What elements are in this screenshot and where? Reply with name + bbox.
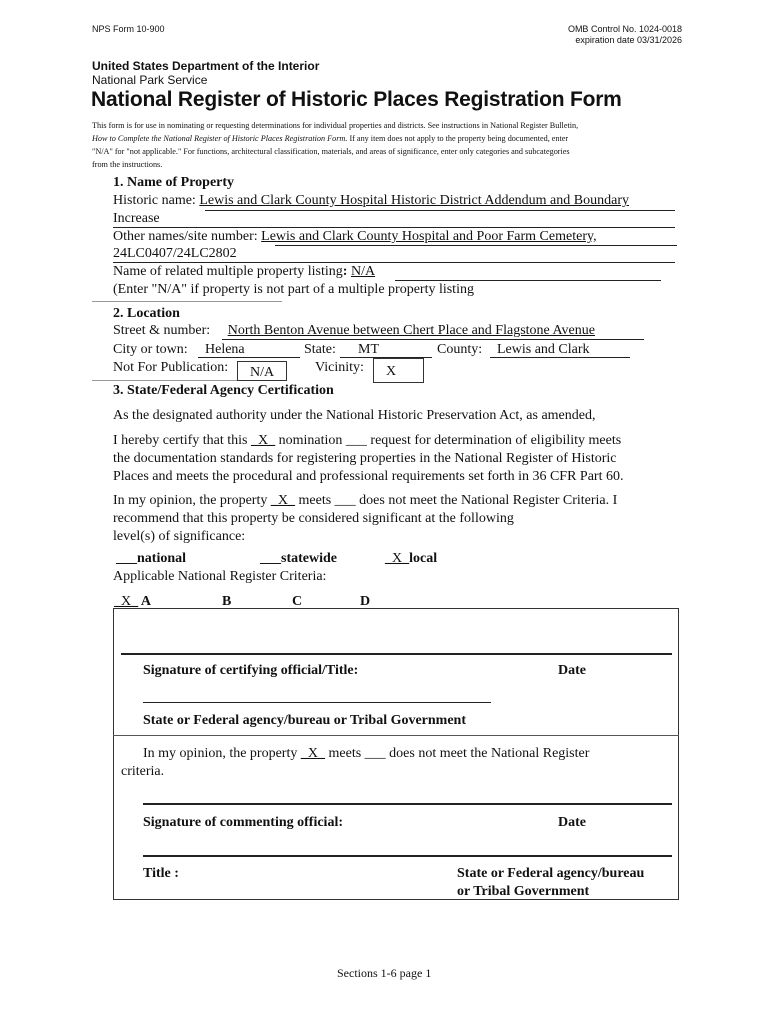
opinion-line-3: level(s) of significance: — [113, 529, 246, 544]
omb-control-number: OMB Control No. 1024-0018 — [567, 24, 682, 34]
other-names-continued[interactable]: 24LC0407/24LC2802 — [113, 246, 237, 261]
opinion-paragraph — [113, 492, 617, 546]
street-label: Street & number: — [113, 323, 214, 338]
opinion-line-1: In my opinion, the property _X_ meets ___ does not meet the National Register Criteria. I — [113, 493, 618, 508]
section-divider — [92, 301, 282, 302]
multiple-property-value[interactable]: N/A — [350, 264, 376, 279]
commenting-signature-line[interactable] — [143, 803, 672, 805]
agency-bureau-line-1: State or Federal agency/bureau — [457, 866, 645, 881]
intro-line-1: This form is for use in nominating or requesting determinations for individual properties and districts. See instructions in National Register Bulletin, — [92, 121, 579, 130]
street-value[interactable]: North Benton Avenue between Chert Place and Flagstone Avenue — [227, 323, 595, 338]
city-value[interactable]: Helena — [205, 342, 245, 357]
other-names-value[interactable]: Lewis and Clark County Hospital and Poor Farm Cemetery, — [261, 229, 597, 244]
opinion-line-2: recommend that this property be considered significant at the following — [113, 511, 514, 526]
meets-checkbox[interactable]: _X_ — [270, 493, 295, 508]
commenting-signature-label: Signature of commenting official: — [143, 815, 343, 830]
city-label: City or town: — [113, 342, 188, 357]
comment-opinion-line-1: In my opinion, the property _X_ meets ___ does not meet the National Register — [143, 746, 590, 761]
intro-line-3: "N/A" for "not applicable." For functions, architectural classification, materials, and areas of significance, enter only categories and subcategories — [92, 147, 570, 156]
title-signature-line[interactable] — [143, 855, 672, 857]
not-for-publication-label: Not For Publication: — [113, 360, 229, 375]
multiple-property-row: Name of related multiple property listing: N/A — [113, 264, 376, 279]
criterion-c[interactable]: C — [292, 594, 303, 609]
other-names-row — [113, 229, 597, 245]
section-2-heading: 2. Location — [113, 306, 180, 321]
county-label: County: — [437, 342, 483, 357]
certify-line-3: Places and meets the procedural and professional requirements set forth in 36 CFR Part 60. — [113, 469, 624, 484]
historic-name-continued[interactable]: Increase — [113, 211, 160, 226]
historic-name-value[interactable]: Lewis and Clark County Hospital Historic District Addendum and Boundary — [199, 193, 629, 208]
county-value[interactable]: Lewis and Clark — [497, 342, 590, 357]
agency-label: State or Federal agency/bureau or Tribal Government — [143, 713, 467, 728]
section-1-heading: 1. Name of Property — [113, 175, 235, 190]
agency-signature-line[interactable] — [143, 702, 491, 703]
comment-opinion-line-2: criteria. — [121, 764, 165, 779]
box-divider — [113, 735, 679, 736]
page-footer: Sections 1-6 page 1 — [337, 966, 432, 980]
bulletin-title: How to Complete the National Register of Historic Places Registration Form. — [92, 134, 348, 143]
multiple-property-label: Name of related multiple property listing — [113, 264, 343, 279]
comment-meets-checkbox[interactable]: _X_ — [300, 746, 325, 761]
title-label: Title : — [143, 866, 179, 881]
service-name: National Park Service — [92, 73, 208, 87]
section-divider — [92, 380, 237, 381]
agency-bureau-line-2: or Tribal Government — [457, 884, 590, 899]
authority-statement: As the designated authority under the National Historic Preservation Act, as amended, — [113, 408, 596, 423]
criteria-label: Applicable National Register Criteria: — [113, 569, 327, 584]
nomination-checkbox[interactable]: _X_ — [251, 433, 276, 448]
historic-name-row — [113, 193, 629, 209]
criterion-b[interactable]: B — [222, 594, 232, 609]
state-value[interactable]: MT — [358, 342, 379, 357]
street-row — [113, 323, 595, 339]
level-national[interactable]: ___national — [116, 551, 187, 566]
criterion-d[interactable]: D — [360, 594, 371, 609]
certification-paragraph — [113, 432, 624, 486]
comment-opinion-paragraph — [121, 745, 589, 781]
department-name: United States Department of the Interior — [92, 59, 320, 73]
level-local[interactable]: _X_local — [385, 551, 438, 566]
level-statewide[interactable]: ___statewide — [260, 551, 337, 566]
certifying-signature-label: Signature of certifying official/Title: — [143, 663, 359, 678]
expiration-date: expiration date 03/31/2026 — [575, 35, 682, 45]
criterion-a[interactable]: _X_ A — [114, 594, 151, 609]
form-number: NPS Form 10-900 — [92, 24, 165, 34]
multiple-property-note: (Enter "N/A" if property is not part of a multiple property listing — [113, 282, 474, 297]
certify-line-2: the documentation standards for registering properties in the National Register of Historic — [113, 451, 617, 466]
historic-name-label: Historic name: — [113, 193, 200, 208]
page-title: National Register of Historic Places Registration Form — [91, 88, 622, 111]
other-names-label: Other names/site number: — [113, 229, 262, 244]
not-for-publication-field[interactable]: N/A — [237, 361, 287, 381]
vicinity-field[interactable]: X — [373, 358, 424, 383]
intro-line-2: How to Complete the National Register of Historic Places Registration Form. If any item does not apply to the property being documented, enter — [92, 134, 569, 143]
section-3-heading: 3. State/Federal Agency Certification — [113, 383, 334, 398]
commenting-date-label: Date — [558, 815, 586, 830]
certifying-signature-line[interactable] — [121, 653, 672, 655]
vicinity-label: Vicinity: — [315, 360, 364, 375]
state-label: State: — [304, 342, 336, 357]
intro-line-4: from the instructions. — [92, 160, 163, 169]
intro-paragraph — [92, 119, 578, 171]
certify-line-1: I hereby certify that this _X_ nomination ___ request for determination of eligibility meets — [113, 433, 622, 448]
certifying-date-label: Date — [558, 663, 586, 678]
